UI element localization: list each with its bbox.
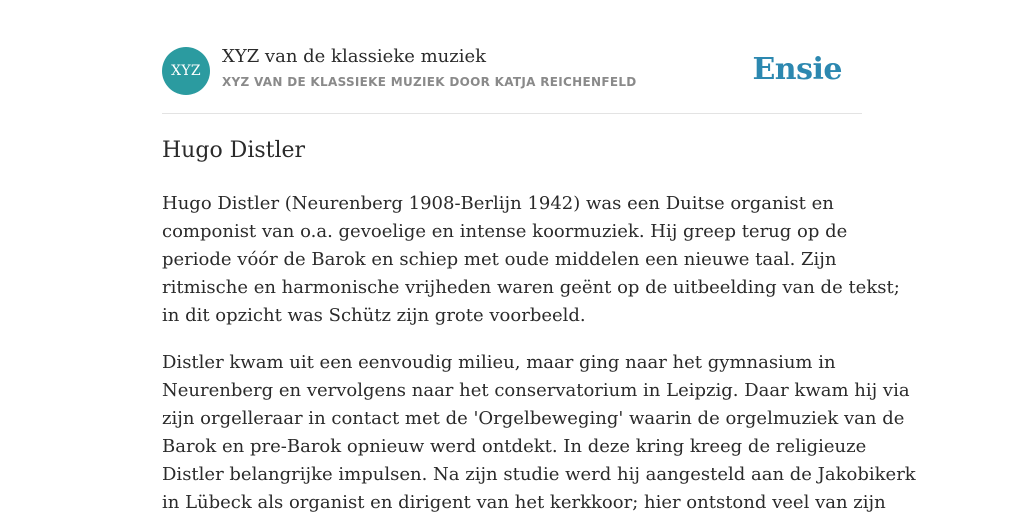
text-line: Distler belangrijke impulsen. Na zijn studie werd hij aangesteld aan de Jakobikerk bbox=[162, 464, 916, 485]
article-body bbox=[162, 190, 916, 512]
text-line: periode vóór de Barok en schiep met oude middelen een nieuwe taal. Zijn bbox=[162, 249, 837, 270]
text-line: in dit opzicht was Schütz zijn grote voorbeeld. bbox=[162, 305, 586, 326]
text-line: zijn orgelleraar in contact met de 'Orgelbeweging' waarin de orgelmuziek van de bbox=[162, 408, 905, 429]
text-line: in Lübeck als organist en dirigent van het kerkkoor; hier ontstond veel van zijn bbox=[162, 492, 886, 512]
text-line: Distler kwam uit een eenvoudig milieu, maar ging naar het gymnasium in bbox=[162, 352, 836, 373]
article-paragraph bbox=[162, 349, 916, 512]
text-line: Hugo Distler (Neurenberg 1908-Berlijn 1942) was een Duitse organist en bbox=[162, 193, 834, 214]
text-line: componist van o.a. gevoelige en intense koormuziek. Hij greep terug op de bbox=[162, 221, 848, 242]
blog-subtitle[interactable]: XYZ VAN DE KLASSIEKE MUZIEK DOOR KATJA REICHENFELD bbox=[222, 75, 637, 89]
text-line: Neurenberg en vervolgens naar het conservatorium in Leipzig. Daar kwam hij via bbox=[162, 380, 910, 401]
article-title: Hugo Distler bbox=[162, 138, 306, 163]
text-line: ritmische en harmonische vrijheden waren geënt op de uitbeelding van de tekst; bbox=[162, 277, 900, 298]
article-paragraph bbox=[162, 190, 900, 330]
blog-title[interactable]: XYZ van de klassieke muziek bbox=[222, 46, 487, 67]
blog-avatar[interactable]: XYZ bbox=[162, 47, 210, 95]
ensie-logo[interactable]: Ensie bbox=[752, 52, 842, 87]
text-line: Barok en pre-Barok opnieuw werd ontdekt. In deze kring kreeg de religieuze bbox=[162, 436, 867, 457]
blog-header bbox=[162, 0, 862, 114]
content-column bbox=[162, 0, 916, 512]
